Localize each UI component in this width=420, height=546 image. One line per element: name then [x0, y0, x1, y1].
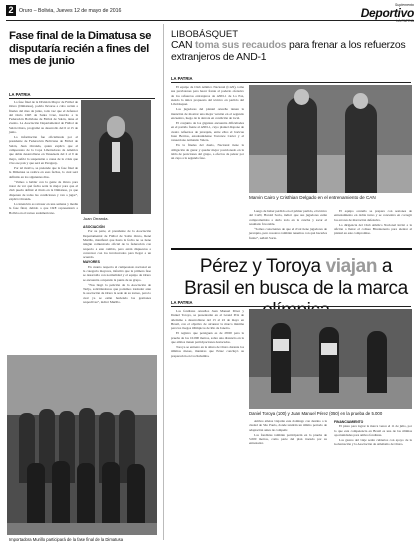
page-number: 2	[6, 5, 16, 16]
paragraph: Los fondistas orureños Juan Manuel Pérez y Daniel Toroya, se presentarán en el Grand Prix de atletismo a desarrollarse del 15 al 22 de mayo en Brasil, con el objetivo de alcanzar la marca mínima para los Juegos Olímpicos de Río de Janeiro.	[171, 309, 244, 331]
paragraph: Los fondistas también participarán en la prueba de 5.000 metros, como parte del plan trazado por su entrenador.	[249, 432, 327, 446]
left-article-column-1	[9, 100, 78, 216]
headline-part: CAN	[171, 40, 196, 51]
portrait-photo	[81, 100, 151, 214]
header-rule	[6, 20, 414, 21]
subhead-mayores: MAYORES	[83, 260, 100, 265]
paragraph: El equipo orureño se prepara con sesiones de entrenamiento en doble turno y se concentra en corregir los errores de marcación defensiva.	[334, 209, 412, 222]
right-top-tag-rule	[171, 82, 411, 83]
right-bottom-column-3	[334, 419, 412, 447]
paragraph: La información fue oficializada por el presidente de Federación Boliviana de Fútbol de Salón, Juan Orranda, quien explicó que el campeonato de la Copa Libertadores de América que debía desarrollarse en Venezuela del 2 al 9 de mayo, sufrió la suspensión a causa de la crisis que vive ese país y que será en Paraguay.	[9, 135, 78, 165]
paragraph: El plazo para lograr la marca vence el 11 de julio, por lo que esta competencia en Brasil es una de las últimas oportunidades para ambos fondistas.	[334, 424, 412, 437]
team-photo-caption: Importadora Murillo participará de la fase final de la Dimatusa	[9, 537, 124, 542]
right-bottom-tag: LA PATRIA	[171, 300, 193, 305]
paragraph: El equipo de Club Atlético Nacional (CAN), toma sus previsiones para hacer frente al poderío ofensivo de los refuerzos extranjeros de AND-1 de La Paz, siendo la única propuesta del técnico en partido del Libobásquet.	[171, 85, 244, 107]
right-bottom-column-2	[249, 419, 327, 446]
athletics-photo-caption: Daniel Toroya (100) y Juan Manuel Pérez (050) en la prueba de 5.000	[249, 411, 383, 416]
logo-main: Deportivo	[360, 6, 414, 20]
right-top-column-1	[171, 85, 244, 161]
left-article-tag: LA PATRIA	[9, 92, 31, 97]
paragraph: El registro que persiguen es de 28:00 para la prueba de los 10.000 metros, sobre una distancia en la que ambos tienen participaciones destacadas.	[171, 331, 244, 344]
left-tag-rule	[9, 98, 155, 99]
paragraph: La fase final de la División Mayor de Fútbol de Oruro (Dimatusa), podría llevarse a cabo recién a finales del mes de junio, toda vez que el defensor del título CRE de Santa Cruz, inscrito a la Federación Boliviana de Fútbol de Salón, tiene el evento. La Asociación Departamental de Fútbol de Salón Oruro, programó su desarrollo del 6 al 15 de junio.	[9, 100, 78, 135]
right-top-kicker: LIBOBÁSQUET	[171, 29, 239, 40]
paragraph: La dirigencia del Club Atlético Nacional invitó a la afición a llenar el coliseo Bicentenario para alentar al plantel en este compromiso.	[334, 222, 412, 236]
team-photo	[7, 355, 157, 535]
subhead-asociacion: ASOCIACIÓN	[83, 225, 105, 229]
headline-highlight: toma sus recaudos	[195, 40, 287, 51]
paragraph: En la finales del duelo, Nacional tiene la obligación de ganar y quedar mejor posicionado en la tabla de posiciones del grupo, a efectos de pelear por un cupo a la segunda fase.	[171, 143, 244, 161]
headline-part: para frenar a los refuerzos extranjeros de AND-1	[171, 40, 406, 63]
headline-part: a Brasil en busca de la marca	[184, 256, 408, 299]
paragraph: Luego de haber perdido en el primer partido, el técnico del CAN, Harold Soria, indicó que sus jugadores están comprometidos a darlo todo en la cancha y sacar el resultado favorable.	[249, 209, 327, 226]
paragraph: Los jugadores del plantel orureño tienen la intención de mostrar una mejor versión en el segundo encuentro, luego de la derrota en condición de local.	[171, 107, 244, 120]
basketball-photo-caption: Marvin Cairo y Cristhian Delgado en el entrenamiento de CAN	[249, 195, 376, 200]
logo-top: Suplemento	[394, 3, 414, 7]
right-top-column-3	[334, 209, 412, 236]
paragraph: El conjunto de los gigantes encuentra dificultades en el partido frente al AND-1, cuyo plantel dispone de cuatro refuerzos de jerarquía, entre ellos el boricua Juan Berrios, estadounidense Torrence Carter y el venezolano Armando Valera.	[171, 120, 244, 143]
left-article-title: Fase final de la Dimatusa se disputaría recién a fines del mes de junio	[9, 30, 152, 68]
column-separator	[163, 24, 164, 540]
story-divider	[171, 248, 412, 250]
left-article-column-2	[83, 224, 151, 305]
right-top-tag: LA PATRIA	[171, 76, 193, 81]
paragraph: Toroya se entrenó en la altura de Oruro durante los últimos meses, mientras que Pérez concluyó su preparación en Cochabamba.	[171, 344, 244, 358]
paragraph: Por su parte, el presidente de la Asociación Departamental de Fútbol de Salón Oruro, René Murillo, manifestó que hasta la fecha no se tiene ningún comunicado oficial de la federación con respecto a este cambio, pero están dispuestos a conversar con los involucrados para llegar a un acuerdo.	[83, 229, 151, 260]
paragraph: “Nos llegó la petición de la Asociación de Tarija, solicitándonos que podamos trasladar ante la asociación de Oruro la sede de su torneo, para lo cual ya se están haciendo las gestiones respectivas”, indicó Murillo.	[83, 282, 151, 305]
athletics-photo	[249, 309, 412, 409]
right-bottom-column-1	[171, 309, 244, 359]
paragraph: “Somos conscientes de que el rival tiene jugadores de jerarquía, pero nosotros también tenemos con qué hacerles frente”, señaló Soria.	[249, 226, 327, 240]
date-line: Oruro – Bolivia, Jueves 12 de mayo de 2016	[19, 8, 122, 14]
portrait-caption: Juan Orranda.	[83, 216, 109, 221]
subhead-financiamiento: FINANCIAMIENTO	[334, 420, 364, 424]
right-top-headline	[171, 40, 411, 63]
basketball-photo	[249, 85, 412, 193]
headline-part: Pérez y Toroya	[199, 256, 326, 277]
right-top-column-2	[249, 209, 327, 241]
paragraph: En cuanto respecta al campeonato nacional en la categoría mayores, informó que la primera fase se desarrolla con normalidad y el equipo de Oruro se encuentra ocupando la punta de su grupo.	[83, 264, 151, 282]
headline-highlight: viajan	[325, 256, 378, 277]
logo-sub: LA PATRIA	[396, 19, 414, 23]
paragraph: “Vamos a hablar con la gente de Oruro para tratar de ver qué fecha sería la mejor para que el club pueda definir el título en la Dimatusa, ya que disponen de todas las condiciones y van a jugar”, explicó Orranda.	[9, 179, 78, 201]
paragraph: Ambos atletas viajarán este domingo con destino a la ciudad de São Paulo, donde tendrán un último periodo de adaptación antes de competir.	[249, 419, 327, 432]
paragraph: La intención es retrasar en una semana y media la fase final, debido a que CRE representará a Bolivia en el torneo sudamericano.	[9, 202, 78, 215]
paragraph: Por tal motivo, se pretende que la fase final de la Dimatusa se realice en esas fechas, lo cual será definido en los siguientes días.	[9, 166, 78, 179]
right-bottom-tag-rule	[171, 306, 411, 307]
paragraph: Los gastos del viaje serán cubiertos con apoyo de la Gobernación y la Asociación de Atletismo de Oruro.	[334, 438, 412, 447]
